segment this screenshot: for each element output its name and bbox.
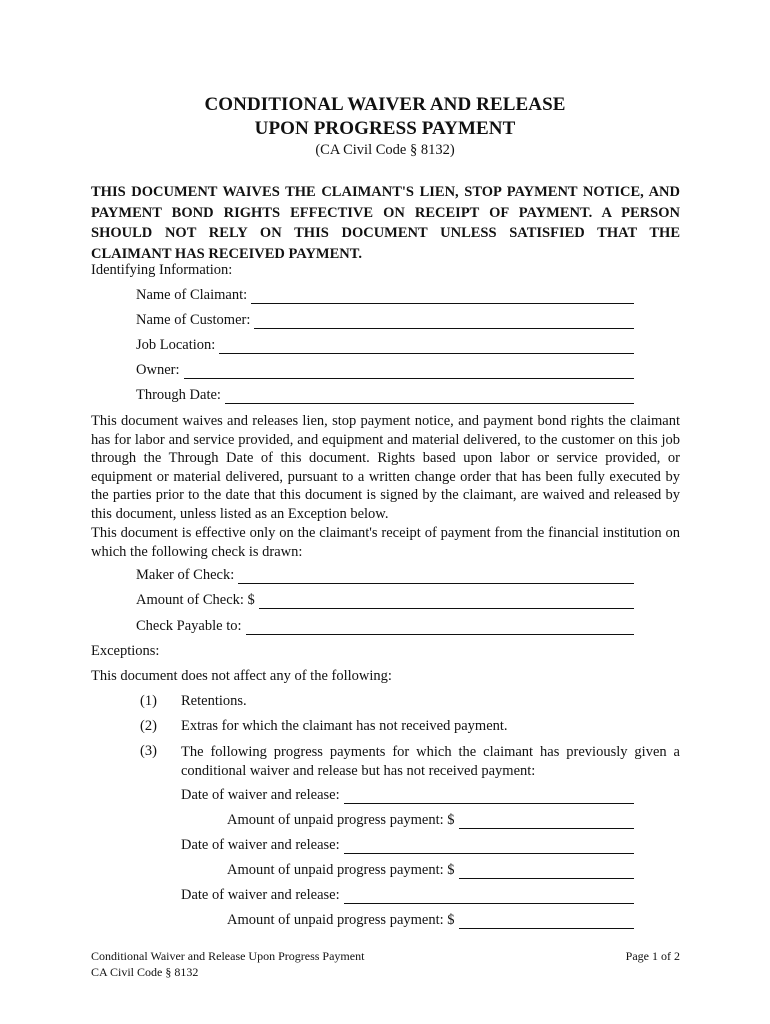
footer-code-reference: CA Civil Code § 8132: [91, 965, 199, 979]
customer-label: Name of Customer:: [136, 312, 251, 328]
amount-of-check-input-line[interactable]: [259, 594, 634, 609]
waiver-date-input-line[interactable]: [344, 839, 634, 854]
owner-label: Owner:: [136, 362, 180, 378]
unpaid-amount-input-line[interactable]: [459, 864, 634, 879]
page-number: Page 1 of 2: [625, 949, 680, 963]
footer-document-title: Conditional Waiver and Release Upon Progress Payment: [91, 949, 365, 963]
document-title-line2: UPON PROGRESS PAYMENT: [254, 118, 516, 139]
job-location-input-line[interactable]: [219, 339, 634, 354]
waiver-date-label: Date of waiver and release:: [181, 787, 340, 803]
claimant-label: Name of Claimant:: [136, 287, 248, 303]
owner-field[interactable]: [136, 362, 634, 379]
maker-of-check-label: Maker of Check:: [136, 567, 235, 583]
customer-field[interactable]: [136, 312, 634, 329]
effective-paragraph: This document is effective only on the claimant's receipt of payment from the financial institution on which the following check is drawn:: [91, 525, 680, 560]
identifying-heading: Identifying Information:: [91, 262, 233, 278]
maker-of-check-field[interactable]: [136, 567, 634, 584]
unpaid-amount-field-3[interactable]: [227, 912, 634, 929]
customer-input-line[interactable]: [254, 314, 634, 329]
unpaid-amount-field-2[interactable]: [227, 862, 634, 879]
owner-input-line[interactable]: [184, 364, 635, 379]
check-payable-to-input-line[interactable]: [246, 620, 634, 635]
exception-number-1: (1): [140, 693, 157, 709]
claimant-input-line[interactable]: [251, 289, 634, 304]
unpaid-amount-field-1[interactable]: [227, 812, 634, 829]
job-location-label: Job Location:: [136, 337, 216, 353]
exception-item-3: The following progress payments for which the claimant has previously given a conditional waiver and release but has not received payment:: [181, 744, 680, 779]
job-location-field[interactable]: [136, 337, 634, 354]
waiver-date-label: Date of waiver and release:: [181, 887, 340, 903]
unpaid-amount-label: Amount of unpaid progress payment: $: [227, 912, 455, 928]
check-payable-to-field[interactable]: [136, 618, 634, 635]
waiver-date-label: Date of waiver and release:: [181, 837, 340, 853]
waiver-date-field-3[interactable]: [181, 887, 634, 904]
exceptions-heading: Exceptions:: [91, 643, 160, 659]
through-date-label: Through Date:: [136, 387, 221, 403]
through-date-field[interactable]: [136, 387, 634, 404]
unpaid-amount-label: Amount of unpaid progress payment: $: [227, 812, 455, 828]
waiver-paragraph: This document waives and releases lien, stop payment notice, and payment bond rights the claimant has for labor and service provided, and equipment and material delivered, to the customer on this job through the Through Date of this document. Rights based upon labor or service provided, or equipment or material delivered, pursuant to a written change order that has been fully executed by the parties prior to the date that this document is signed by the claimant, are waived and released by this document, unless listed as an Exception below.: [91, 413, 680, 522]
claimant-field[interactable]: [136, 287, 634, 304]
waiver-date-input-line[interactable]: [344, 889, 634, 904]
unpaid-amount-label: Amount of unpaid progress payment: $: [227, 862, 455, 878]
unpaid-amount-input-line[interactable]: [459, 814, 634, 829]
waiver-date-field-2[interactable]: [181, 837, 634, 854]
waiver-date-input-line[interactable]: [344, 789, 634, 804]
document-title-line1: CONDITIONAL WAIVER AND RELEASE: [204, 94, 566, 115]
waiver-date-field-1[interactable]: [181, 787, 634, 804]
document-subtitle: (CA Civil Code § 8132): [315, 142, 455, 158]
unpaid-amount-input-line[interactable]: [459, 914, 634, 929]
check-payable-to-label: Check Payable to:: [136, 618, 242, 634]
exceptions-intro: This document does not affect any of the following:: [91, 668, 392, 684]
exception-number-3: (3): [140, 743, 157, 759]
exception-item-2: Extras for which the claimant has not received payment.: [181, 718, 508, 734]
through-date-input-line[interactable]: [225, 389, 634, 404]
warning-notice: THIS DOCUMENT WAIVES THE CLAIMANT'S LIEN, STOP PAYMENT NOTICE, AND PAYMENT BOND RIGHTS EFFECTIVE ON RECEIPT OF PAYMENT. A PERSON SHOULD NOT RELY ON THIS DOCUMENT UNLESS SATISFIED THAT THE CLAIMANT HAS RECEIVED PAYMENT.: [91, 184, 680, 262]
amount-of-check-field[interactable]: [136, 592, 634, 609]
exception-number-2: (2): [140, 718, 157, 734]
exception-item-1: Retentions.: [181, 693, 247, 709]
maker-of-check-input-line[interactable]: [238, 569, 634, 584]
amount-of-check-label: Amount of Check: $: [136, 592, 255, 608]
